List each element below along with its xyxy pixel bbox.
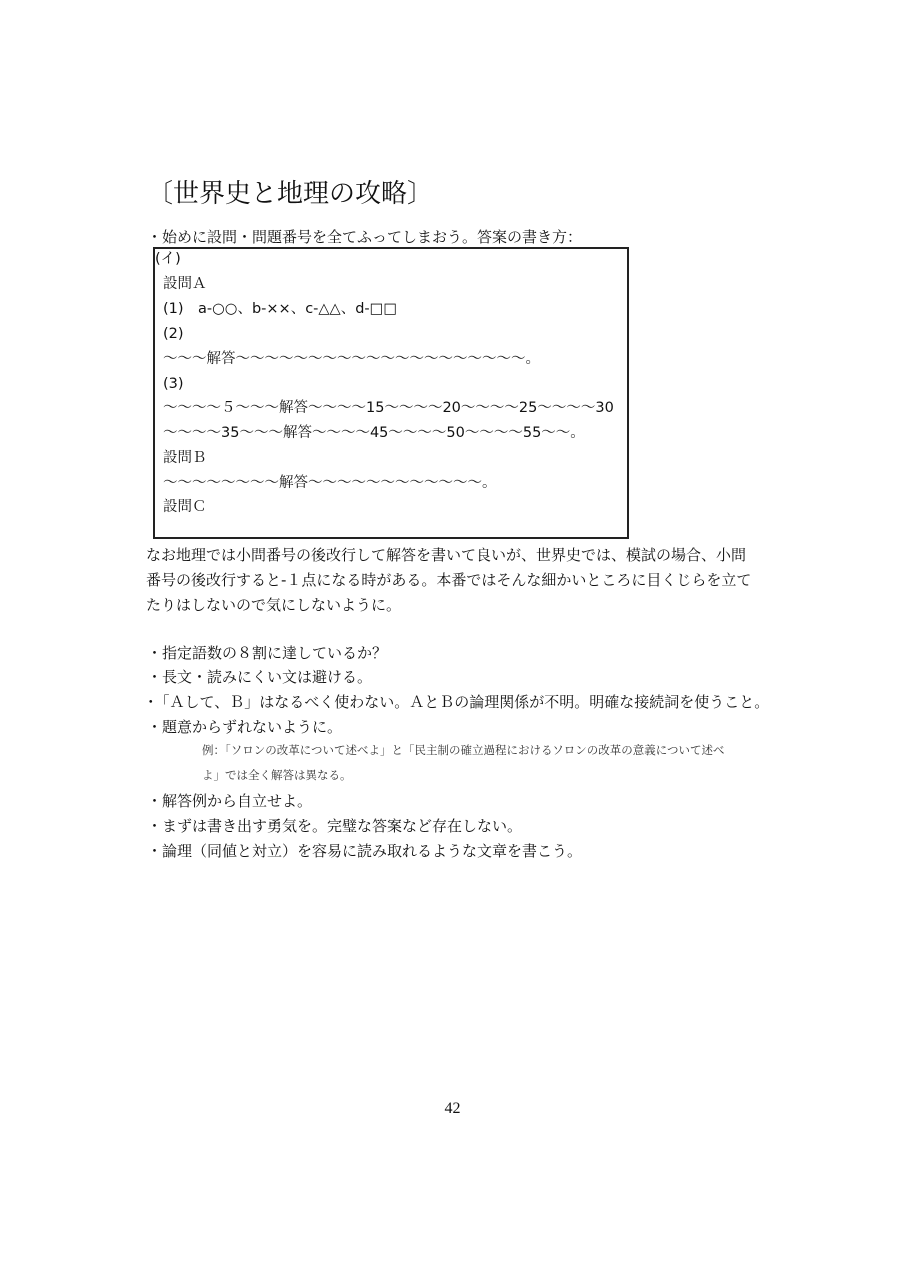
bullet-item: ・まずは書き出す勇気を。完璧な答案など存在しない。 bbox=[147, 817, 523, 835]
example-line: 例：「ソロンの改革について述べよ」と「民主制の確立過程におけるソロンの改革の意義について述べ bbox=[202, 743, 725, 757]
answer-format-box bbox=[153, 247, 629, 539]
box-line: (1) a-○○、b-××、c-△△、d-□□ bbox=[163, 301, 398, 317]
box-line: 設問Ｃ bbox=[163, 499, 207, 515]
example-line: よ」では全く解答は異なる。 bbox=[202, 768, 352, 782]
box-line: 〜〜〜〜〜〜〜〜解答〜〜〜〜〜〜〜〜〜〜〜〜。 bbox=[163, 475, 497, 491]
bullet-item: ･「Ａして、Ｂ」はなるべく使わない。ＡとＢの論理関係が不明。明確な接続詞を使うこと。 bbox=[147, 693, 770, 711]
bullet-item: ・長文・読みにくい文は避ける。 bbox=[147, 668, 373, 686]
box-line: 設問Ｂ bbox=[163, 450, 207, 466]
box-line: (2) bbox=[163, 326, 184, 342]
bullet-item: ・題意からずれないように。 bbox=[147, 718, 343, 736]
box-line: (3) bbox=[163, 376, 184, 392]
bullet-item: ・論理（同値と対立）を容易に読み取れるような文章を書こう。 bbox=[147, 842, 583, 860]
intro-text: ・始めに設問・問題番号を全てふってしまおう。答案の書き方： bbox=[147, 228, 583, 246]
paragraph-line: なお地理では小問番号の後改行して解答を書いて良いが、世界史では、模試の場合、小問 bbox=[146, 546, 747, 564]
page-number: 42 bbox=[444, 1100, 461, 1117]
paragraph-line: たりはしないので気にしないように。 bbox=[146, 596, 402, 614]
bullet-item: ・指定語数の８割に達しているか？ bbox=[147, 644, 388, 662]
paragraph-line: 番号の後改行すると-１点になる時がある。本番ではそんな細かいところに目くじらを立て bbox=[146, 571, 752, 589]
box-line: (イ) bbox=[155, 251, 181, 267]
box-line: 〜〜〜〜35〜〜〜解答〜〜〜〜45〜〜〜〜50〜〜〜〜55〜〜。 bbox=[163, 425, 585, 441]
box-line: 設問Ａ bbox=[163, 276, 207, 292]
box-line: 〜〜〜解答〜〜〜〜〜〜〜〜〜〜〜〜〜〜〜〜〜〜〜〜。 bbox=[163, 351, 540, 367]
bullet-item: ・解答例から自立せよ。 bbox=[147, 792, 313, 810]
page-title: 〔世界史と地理の攻略〕 bbox=[147, 179, 434, 209]
box-line: 〜〜〜〜５〜〜〜解答〜〜〜〜15〜〜〜〜20〜〜〜〜25〜〜〜〜30 bbox=[163, 400, 614, 416]
